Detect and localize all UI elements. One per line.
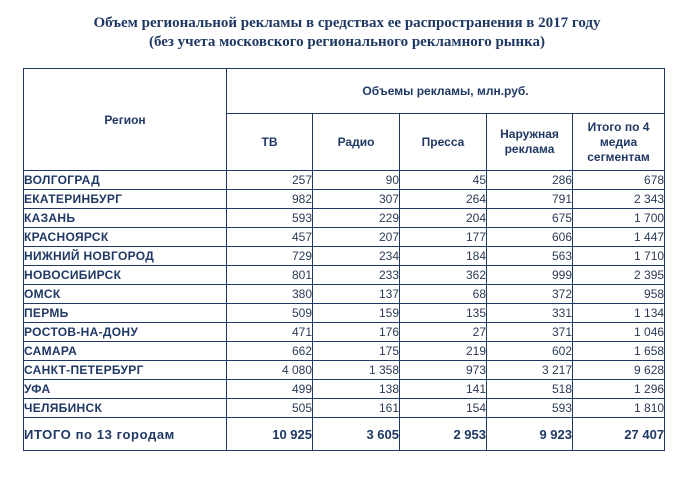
table-row [24, 304, 665, 323]
cell-total: 1 658 [573, 342, 665, 361]
page-title [0, 14, 694, 52]
cell-outdoor: 675 [487, 209, 573, 228]
cell-press: 45 [400, 171, 487, 190]
cell-tv: 982 [227, 190, 313, 209]
table-row [24, 342, 665, 361]
table-row [24, 228, 665, 247]
column-header-total: Итого по 4 медиа сегментам [573, 114, 665, 171]
cell-radio: 175 [313, 342, 400, 361]
region-name: ЧЕЛЯБИНСК [24, 399, 227, 418]
cell-radio: 159 [313, 304, 400, 323]
region-name: ОМСК [24, 285, 227, 304]
region-name: ПЕРМЬ [24, 304, 227, 323]
cell-total: 1 447 [573, 228, 665, 247]
volume-group-header: Объемы рекламы, млн.руб. [227, 69, 665, 114]
total-row [24, 418, 665, 451]
cell-tv: 380 [227, 285, 313, 304]
cell-radio: 90 [313, 171, 400, 190]
cell-total: 958 [573, 285, 665, 304]
cell-outdoor: 602 [487, 342, 573, 361]
cell-press: 219 [400, 342, 487, 361]
cell-press: 177 [400, 228, 487, 247]
cell-radio: 229 [313, 209, 400, 228]
cell-tv: 4 080 [227, 361, 313, 380]
cell-radio: 161 [313, 399, 400, 418]
region-name: САМАРА [24, 342, 227, 361]
cell-press: 154 [400, 399, 487, 418]
cell-tv: 801 [227, 266, 313, 285]
cell-tv: 505 [227, 399, 313, 418]
cell-radio: 1 358 [313, 361, 400, 380]
region-name: РОСТОВ-НА-ДОНУ [24, 323, 227, 342]
region-name: КРАСНОЯРСК [24, 228, 227, 247]
cell-tv: 257 [227, 171, 313, 190]
cell-outdoor: 331 [487, 304, 573, 323]
cell-press: 264 [400, 190, 487, 209]
cell-press: 141 [400, 380, 487, 399]
cell-outdoor: 606 [487, 228, 573, 247]
cell-press: 184 [400, 247, 487, 266]
cell-outdoor: 518 [487, 380, 573, 399]
cell-radio: 138 [313, 380, 400, 399]
cell-tv: 457 [227, 228, 313, 247]
cell-total: 2 343 [573, 190, 665, 209]
table-row [24, 399, 665, 418]
region-name: ВОЛГОГРАД [24, 171, 227, 190]
cell-radio: 233 [313, 266, 400, 285]
region-name: НИЖНИЙ НОВГОРОД [24, 247, 227, 266]
region-name: КАЗАНЬ [24, 209, 227, 228]
cell-radio: 3 605 [313, 418, 400, 451]
table-row [24, 247, 665, 266]
cell-outdoor: 3 217 [487, 361, 573, 380]
cell-outdoor: 563 [487, 247, 573, 266]
cell-press: 68 [400, 285, 487, 304]
cell-tv: 509 [227, 304, 313, 323]
cell-total: 1 810 [573, 399, 665, 418]
cell-tv: 662 [227, 342, 313, 361]
table-row [24, 285, 665, 304]
cell-radio: 207 [313, 228, 400, 247]
column-header-tv: ТВ [227, 114, 313, 171]
cell-total: 1 134 [573, 304, 665, 323]
region-name: УФА [24, 380, 227, 399]
cell-radio: 307 [313, 190, 400, 209]
cell-tv: 593 [227, 209, 313, 228]
cell-total: 1 700 [573, 209, 665, 228]
column-header-radio: Радио [313, 114, 400, 171]
table-row [24, 361, 665, 380]
cell-tv: 10 925 [227, 418, 313, 451]
table-row [24, 266, 665, 285]
total-label: ИТОГО по 13 городам [24, 418, 227, 451]
cell-outdoor: 999 [487, 266, 573, 285]
ad-volume-table [23, 68, 665, 451]
table-row [24, 323, 665, 342]
column-header-outdoor: Наружная реклама [487, 114, 573, 171]
cell-radio: 137 [313, 285, 400, 304]
cell-outdoor: 9 923 [487, 418, 573, 451]
cell-radio: 176 [313, 323, 400, 342]
cell-press: 2 953 [400, 418, 487, 451]
cell-outdoor: 286 [487, 171, 573, 190]
column-header-press: Пресса [400, 114, 487, 171]
cell-tv: 471 [227, 323, 313, 342]
cell-outdoor: 371 [487, 323, 573, 342]
cell-total: 678 [573, 171, 665, 190]
cell-tv: 729 [227, 247, 313, 266]
table-row [24, 190, 665, 209]
cell-press: 135 [400, 304, 487, 323]
cell-total: 1 296 [573, 380, 665, 399]
cell-total: 9 628 [573, 361, 665, 380]
cell-total: 27 407 [573, 418, 665, 451]
table-row [24, 380, 665, 399]
region-name: САНКТ-ПЕТЕРБУРГ [24, 361, 227, 380]
cell-outdoor: 791 [487, 190, 573, 209]
region-name: ЕКАТЕРИНБУРГ [24, 190, 227, 209]
table-row [24, 209, 665, 228]
cell-outdoor: 372 [487, 285, 573, 304]
cell-radio: 234 [313, 247, 400, 266]
cell-press: 204 [400, 209, 487, 228]
region-name: НОВОСИБИРСК [24, 266, 227, 285]
cell-tv: 499 [227, 380, 313, 399]
cell-total: 2 395 [573, 266, 665, 285]
title-line-2: (без учета московского регионального рекламного рынка) [148, 34, 546, 50]
cell-press: 27 [400, 323, 487, 342]
title-line-1: Объем региональной рекламы в средствах ее распространения в 2017 году [93, 15, 601, 31]
cell-outdoor: 593 [487, 399, 573, 418]
table-row [24, 171, 665, 190]
cell-total: 1 710 [573, 247, 665, 266]
table-body [24, 171, 665, 451]
cell-press: 973 [400, 361, 487, 380]
cell-total: 1 046 [573, 323, 665, 342]
region-header: Регион [24, 69, 227, 171]
cell-press: 362 [400, 266, 487, 285]
